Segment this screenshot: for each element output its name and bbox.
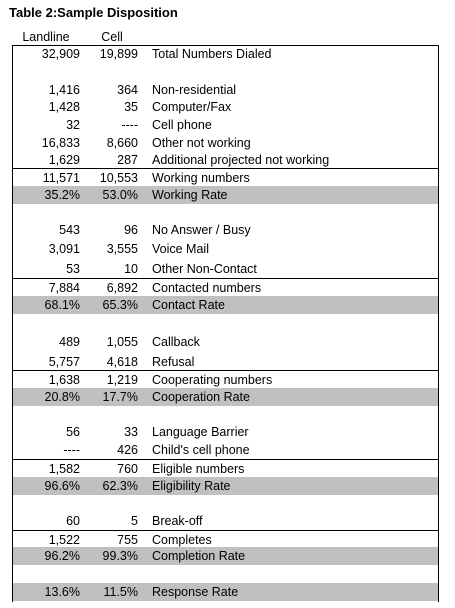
row-label: Total Numbers Dialed — [152, 47, 272, 61]
table-row — [12, 45, 438, 63]
cell-landline: 1,428 — [48, 100, 80, 114]
table-row — [12, 423, 438, 441]
cell-cell: 10,553 — [99, 171, 138, 185]
row-label: Other Non-Contact — [152, 262, 257, 276]
cell-landline: ---- — [63, 443, 80, 457]
row-label: Contacted numbers — [152, 281, 262, 295]
rate-row — [12, 547, 438, 565]
row-label: Response Rate — [152, 585, 239, 599]
table-row — [12, 333, 438, 351]
cell-landline: 1,416 — [48, 83, 80, 97]
left-border — [12, 45, 13, 602]
subtotal-row — [12, 459, 438, 478]
cell-landline: 60 — [66, 514, 80, 528]
cell-cell: 755 — [117, 533, 138, 547]
row-label: Refusal — [152, 355, 195, 369]
subtotal-row — [12, 278, 438, 297]
cell-landline: 1,522 — [48, 533, 80, 547]
cell-cell: 5 — [131, 514, 138, 528]
cell-cell: 19,899 — [99, 47, 138, 61]
cell-cell: 96 — [124, 223, 138, 237]
row-label: Computer/Fax — [152, 100, 232, 114]
rate-row — [12, 296, 438, 314]
column-header-landline: Landline — [22, 30, 70, 44]
table-row — [12, 353, 438, 371]
cell-landline: 5,757 — [48, 355, 80, 369]
row-label: Child's cell phone — [152, 443, 250, 457]
row-label: Eligibility Rate — [152, 479, 231, 493]
cell-cell: 62.3% — [102, 479, 138, 493]
table-row — [12, 134, 438, 152]
rate-row — [12, 477, 438, 495]
cell-cell: 1,219 — [106, 373, 138, 387]
row-label: Cooperating numbers — [152, 373, 273, 387]
cell-landline: 11,571 — [42, 171, 80, 185]
cell-cell: 3,555 — [106, 242, 138, 256]
row-label: Break-off — [152, 514, 203, 528]
column-header-row — [12, 28, 438, 46]
table-row — [12, 98, 438, 116]
cell-landline: 7,884 — [48, 281, 80, 295]
cell-landline: 3,091 — [48, 242, 80, 256]
cell-cell: 4,618 — [106, 355, 138, 369]
right-border — [438, 45, 439, 602]
table-title: Table 2:Sample Disposition — [9, 5, 178, 20]
row-label: Working numbers — [152, 171, 250, 185]
cell-landline: 1,638 — [48, 373, 80, 387]
subtotal-row — [12, 370, 438, 389]
cell-cell: 17.7% — [102, 390, 138, 404]
cell-cell: ---- — [121, 118, 138, 132]
cell-landline: 489 — [59, 335, 80, 349]
cell-cell: 53.0% — [102, 188, 138, 202]
cell-cell: 1,055 — [106, 335, 138, 349]
cell-cell: 287 — [117, 153, 138, 167]
cell-landline: 16,833 — [41, 136, 80, 150]
cell-landline: 68.1% — [44, 298, 80, 312]
row-label: Callback — [152, 335, 200, 349]
cell-landline: 35.2% — [44, 188, 80, 202]
cell-landline: 53 — [66, 262, 80, 276]
cell-cell: 99.3% — [102, 549, 138, 563]
cell-landline: 96.6% — [44, 479, 80, 493]
cell-cell: 35 — [124, 100, 138, 114]
rate-row — [12, 186, 438, 204]
cell-cell: 10 — [124, 262, 138, 276]
cell-cell: 760 — [117, 462, 138, 476]
row-label: Eligible numbers — [152, 462, 245, 476]
cell-landline: 32,909 — [41, 47, 80, 61]
table-row — [12, 116, 438, 134]
cell-cell: 65.3% — [102, 298, 138, 312]
table-row — [12, 240, 438, 258]
row-label: No Answer / Busy — [152, 223, 251, 237]
cell-cell: 426 — [117, 443, 138, 457]
row-label: Additional projected not working — [152, 153, 330, 167]
row-label: Contact Rate — [152, 298, 225, 312]
row-label: Non-residential — [152, 83, 237, 97]
rate-row — [12, 388, 438, 406]
table-row — [12, 260, 438, 278]
cell-landline: 13.6% — [44, 585, 80, 599]
row-label: Completes — [152, 533, 212, 547]
cell-landline: 543 — [59, 223, 80, 237]
row-label: Cell phone — [152, 118, 212, 132]
row-label: Working Rate — [152, 188, 228, 202]
row-label: Language Barrier — [152, 425, 249, 439]
cell-landline: 96.2% — [44, 549, 80, 563]
row-label: Other not working — [152, 136, 251, 150]
row-label: Cooperation Rate — [152, 390, 250, 404]
cell-cell: 364 — [117, 83, 138, 97]
cell-landline: 1,629 — [48, 153, 80, 167]
table-row — [12, 512, 438, 530]
cell-landline: 20.8% — [44, 390, 80, 404]
row-label: Completion Rate — [152, 549, 246, 563]
table-row — [12, 221, 438, 239]
rate-row — [12, 583, 438, 601]
row-label: Voice Mail — [152, 242, 209, 256]
cell-landline: 32 — [66, 118, 80, 132]
cell-cell: 33 — [124, 425, 138, 439]
column-header-cell: Cell — [101, 30, 123, 44]
cell-landline: 1,582 — [48, 462, 80, 476]
table-row — [12, 441, 438, 459]
subtotal-row — [12, 168, 438, 187]
cell-landline: 56 — [66, 425, 80, 439]
cell-cell: 11.5% — [103, 585, 138, 599]
table-row — [12, 151, 438, 169]
cell-cell: 8,660 — [106, 136, 138, 150]
table-row — [12, 81, 438, 99]
cell-cell: 6,892 — [106, 281, 138, 295]
